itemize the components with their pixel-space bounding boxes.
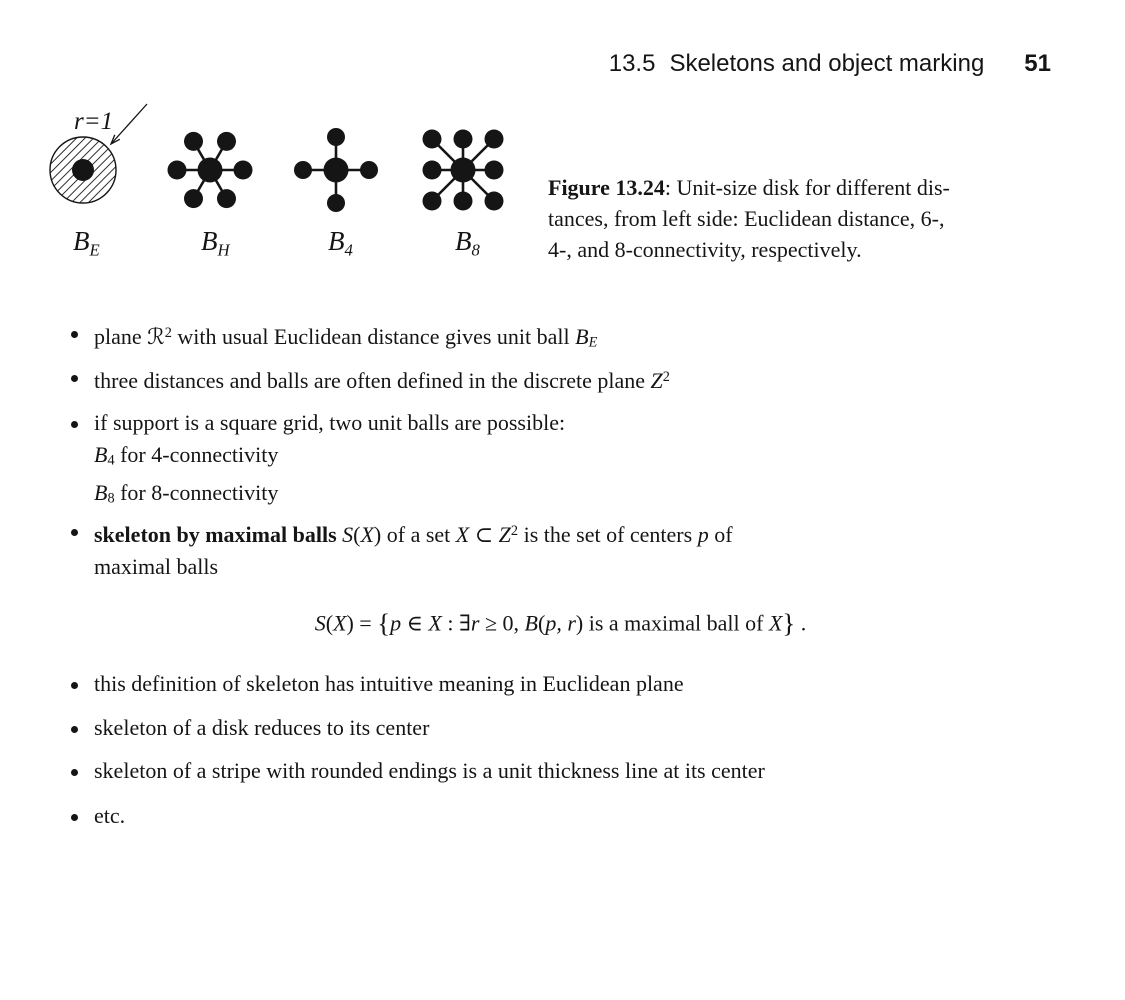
bullet-icon: [71, 726, 78, 733]
six-connectivity-diagram: [168, 132, 253, 208]
ball-label-euclidean: BE: [73, 226, 100, 260]
bullet-item: [68, 317, 1053, 359]
bullet-icon: [71, 682, 78, 689]
ball-label-8conn: B8: [455, 226, 480, 260]
bullet-icon: [71, 529, 78, 536]
bullet-text: this definition of skeleton has intuitive meaning in Euclidean plane: [94, 671, 684, 696]
bullet-text: maximal balls: [94, 554, 219, 580]
four-connectivity-diagram: [294, 128, 378, 212]
ball-label-hex: BH: [201, 226, 230, 260]
bullet-text: skeleton of a stripe with rounded endings is a unit thickness line at its center: [94, 758, 765, 783]
page-header: [609, 50, 1051, 78]
bullet-text: plane ℛ$^2$ with usual Euclidean distance gives unit ball BE: [94, 324, 598, 351]
bullet-icon: [71, 331, 78, 338]
bullet-item: [68, 361, 1053, 397]
bullet-icon: [71, 814, 78, 821]
bullet-text: skeleton of a disk reduces to its center: [94, 715, 430, 740]
radius-arrow: [111, 104, 147, 144]
caption-line: Figure 13.24: Unit-size disk for different dis-: [548, 175, 950, 200]
euclidean-disk-diagram: [50, 104, 147, 203]
caption-line: 4-, and 8-connectivity, respectively.: [548, 237, 862, 262]
unit-disk-figure: [38, 96, 538, 214]
bullet-item: [68, 668, 1053, 700]
bullet-text: B8 for 8-connectivity: [94, 479, 279, 507]
section-number: 13.5: [608, 50, 656, 77]
bullet-item: [68, 800, 1053, 832]
radius-label: r=1: [74, 108, 114, 135]
ball-label-4conn: B4: [328, 226, 353, 260]
bullet-item: [68, 407, 1053, 514]
bullet-text: three distances and balls are often defined in the discrete plane $Z^2$: [94, 368, 670, 394]
eight-connectivity-diagram: [423, 130, 504, 211]
bullet-text: if support is a square grid, two unit balls are possible:: [94, 410, 566, 435]
bullet-text: skeleton by maximal balls S(X) of a set X ⊂ $Z^2$ is the set of centers p of: [94, 522, 733, 548]
bullet-item: [68, 755, 1053, 787]
page-number: 51: [1024, 50, 1051, 77]
bullet-text: etc.: [94, 803, 126, 828]
skeleton-definition-equation: S(X) = {p ∈ X : ∃r ≥ 0, B(p, r) is a maximal ball of X} .: [314, 608, 807, 638]
bullet-text: B4 for 4-connectivity: [94, 442, 279, 469]
bullet-icon: [71, 421, 78, 428]
bullet-item: [68, 712, 1053, 744]
caption-line: tances, from left side: Euclidean distance, 6-,: [548, 206, 945, 231]
section-title: Skeletons and object marking: [669, 50, 985, 77]
bullet-item: [68, 515, 1053, 583]
figure-caption: [548, 172, 1113, 265]
bullet-icon: [71, 769, 78, 776]
bullet-icon: [71, 375, 78, 382]
